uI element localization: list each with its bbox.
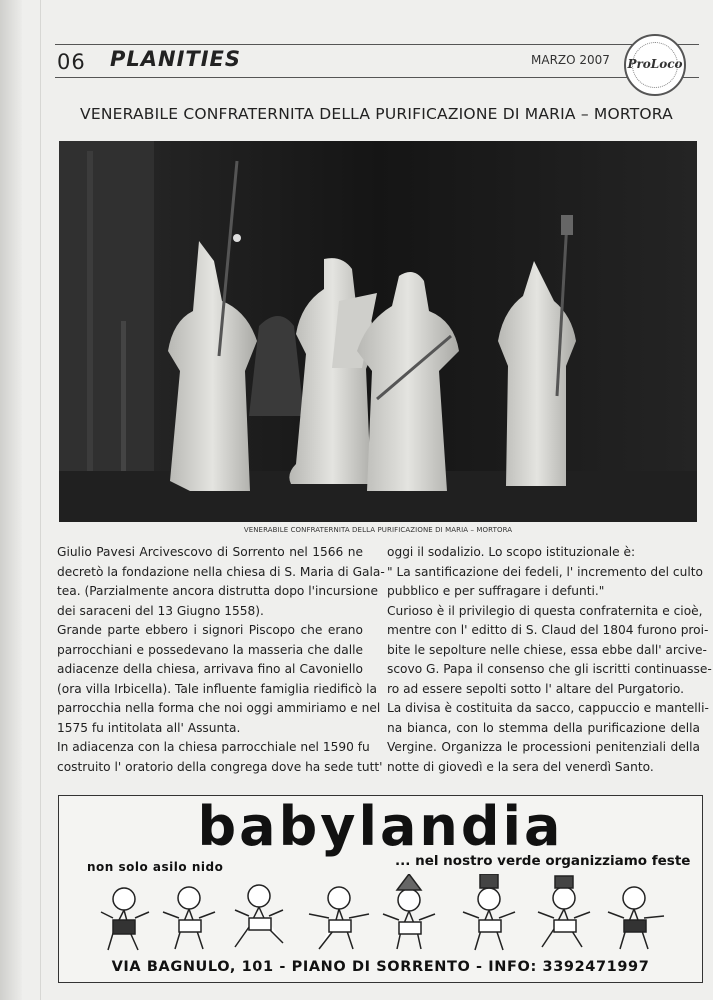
article-line: 1575 fu intitolata all' Assunta. [57, 720, 241, 735]
cartoon-child [463, 874, 515, 950]
doorway [59, 141, 154, 522]
article-line: parrocchiani e possedevano la masseria che dalle [57, 642, 363, 657]
proloco-seal [624, 34, 686, 96]
article-line: Grande parte ebbero i signori Piscopo che erano [57, 623, 363, 637]
cartoon-child [538, 876, 590, 947]
page-spine [40, 0, 41, 1000]
advert-brand: babylandia [197, 795, 564, 858]
cartoon-children-illustration [99, 874, 669, 956]
article-line: costruito l' oratorio della congrega dove ha sede tutt' [57, 759, 383, 774]
seal-text: ProLoco [627, 57, 683, 71]
header-bottom-rule [55, 77, 699, 78]
advert-slogan-right: ... nel nostro verde organizziamo feste [395, 853, 691, 869]
article-line: oggi il sodalizio. Lo scopo istituzionale è: [387, 545, 636, 559]
page-number: 06 [57, 50, 86, 74]
cartoon-child [163, 887, 215, 949]
procession-photo-drawing [59, 141, 697, 522]
article-line: na bianca, con lo stemma della purificazione della [387, 720, 700, 735]
header-top-rule [55, 44, 699, 45]
article-line: ro ad essere sepolti sotto l' altare del Purgatorio. [387, 681, 685, 696]
page-gutter-shadow [0, 0, 22, 1000]
article-line: Giulio Pavesi Arcivescovo di Sorrento nel 1566 ne [57, 545, 363, 559]
procession-photo [59, 141, 697, 522]
article-line: In adiacenza con la chiesa parrocchiale nel 1590 fu [57, 740, 370, 754]
cartoon-child [383, 874, 435, 949]
article-line: tea. (Parzialmente ancora distrutta dopo l'incursione [57, 584, 378, 598]
article-line: adiacenze della chiesa, arrivava fino al Cavoniello [57, 662, 363, 676]
advert-address: VIA BAGNULO, 101 - PIANO DI SORRENTO - INFO: 3392471997 [111, 959, 650, 975]
article-line: parrocchia nella forma che noi oggi ammiriamo e nel [57, 701, 381, 715]
article-line: " La santificazione dei fedeli, l' incremento del culto [387, 564, 703, 579]
article-line: decretò la fondazione nella chiesa di S. Maria di Gala- [57, 564, 385, 579]
article-line: notte di giovedì e la sera del venerdì Santo. [387, 759, 654, 774]
article-line: La divisa è costituita da sacco, cappuccio e mantelli- [387, 701, 709, 715]
cartoon-child [608, 887, 664, 949]
article-headline: VENERABILE CONFRATERNITA DELLA PURIFICAZIONE DI MARIA – MORTORA [80, 105, 673, 123]
article-line: bite le sepolture nelle chiese, essa ebbe dall' arcive- [387, 642, 707, 657]
cartoon-child [235, 885, 283, 947]
article-line: scovo G. Papa il consenso che gli iscritti continuasse- [387, 662, 712, 676]
article-right-column [387, 543, 712, 777]
magazine-logo: PLANITIES [110, 47, 242, 71]
article-line: (ora villa Irbicella). Tale influente famiglia riedificò la [57, 681, 377, 696]
cartoon-child [101, 888, 149, 950]
issue-date: MARZO 2007 [531, 53, 610, 67]
article-line: dei saraceni del 13 Giugno 1558). [57, 603, 264, 618]
article-line: Vergine. Organizza le processioni penitenziali della [387, 740, 700, 754]
photo-caption: VENERABILE CONFRATERNITA DELLA PURIFICAZIONE DI MARIA – MORTORA [243, 526, 513, 534]
babylandia-advert [58, 795, 703, 983]
lamp-light [233, 234, 241, 242]
article-line: mentre con l' editto di S. Claud del 1804 furono proi- [387, 623, 709, 637]
cartoon-child [309, 887, 369, 949]
article-line: pubblico e per suffragare i defunti." [387, 584, 605, 598]
article-line: Curioso è il privilegio di questa confraternita e cioè, [387, 603, 703, 618]
article-left-column [57, 543, 385, 777]
advert-slogan-left: non solo asilo nido [87, 860, 224, 874]
